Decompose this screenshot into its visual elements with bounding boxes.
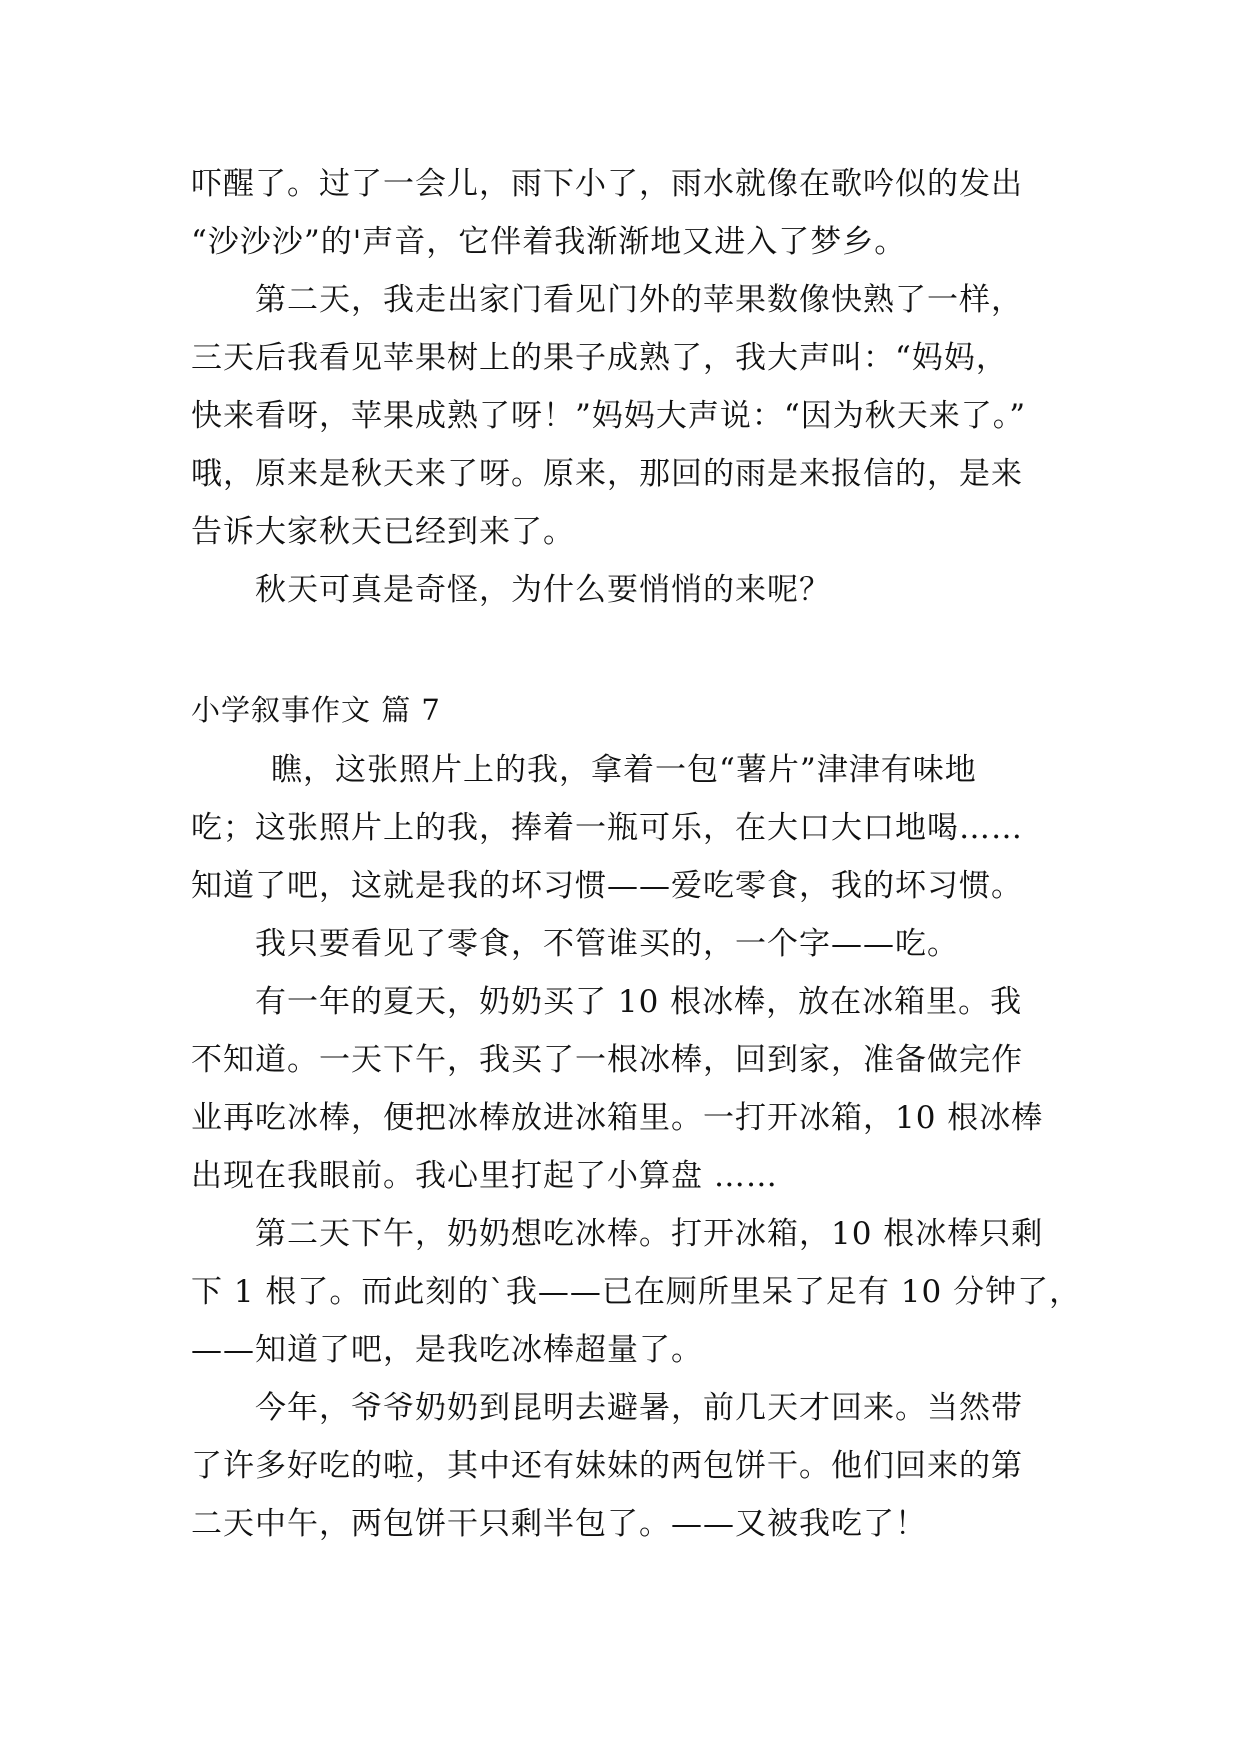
text-line: 二天中午，两包饼干只剩半包了。——又被我吃了！ <box>191 1506 927 1542</box>
text-line: 了许多好吃的啦，其中还有妹妹的两包饼干。他们回来的第 <box>191 1448 1023 1484</box>
text-line: 不知道。一天下午，我买了一根冰棒，回到家，准备做完作 <box>191 1042 1023 1078</box>
text-line: 出现在我眼前。我心里打起了小算盘 …… <box>191 1158 778 1194</box>
text-line: 三天后我看见苹果树上的果子成熟了，我大声叫：“妈妈， <box>191 340 1008 376</box>
text-line: 告诉大家秋天已经到来了。 <box>191 514 575 550</box>
paragraph-start: 第二天下午，奶奶想吃冰棒。打开冰箱，10 根冰棒只剩 <box>255 1216 1044 1252</box>
text-line: 哦，原来是秋天来了呀。原来，那回的雨是来报信的，是来 <box>191 456 1023 492</box>
paragraph-start: 秋天可真是奇怪，为什么要悄悄的来呢？ <box>255 572 831 608</box>
text-line: 业再吃冰棒，便把冰棒放进冰箱里。一打开冰箱，10 根冰棒 <box>191 1100 1044 1136</box>
text-line: ——知道了吧，是我吃冰棒超量了。 <box>191 1332 703 1368</box>
text-line: 知道了吧，这就是我的坏习惯——爱吃零食，我的坏习惯。 <box>191 868 1023 904</box>
paragraph-start: 第二天，我走出家门看见门外的苹果数像快熟了一样， <box>255 282 1023 318</box>
text-line: “沙沙沙”的'声音，它伴着我渐渐地又进入了梦乡。 <box>191 224 907 260</box>
paragraph-start: 我只要看见了零食，不管谁买的，一个字——吃。 <box>255 926 959 962</box>
text-line: 快来看呀，苹果成熟了呀！”妈妈大声说：“因为秋天来了。” <box>191 398 1027 434</box>
paragraph-start: 今年，爷爷奶奶到昆明去避暑，前几天才回来。当然带 <box>255 1390 1023 1426</box>
text-line: 吓醒了。过了一会儿，雨下小了，雨水就像在歌吟似的发出 <box>191 166 1023 202</box>
section-heading: 小学叙事作文 篇 7 <box>191 693 441 727</box>
text-line: 下 1 根了。而此刻的`我——已在厕所里呆了足有 10 分钟了， <box>191 1274 1082 1310</box>
paragraph-start: 瞧，这张照片上的我，拿着一包“薯片”津津有味地 <box>271 752 977 788</box>
paragraph-start: 有一年的夏天，奶奶买了 10 根冰棒，放在冰箱里。我 <box>255 984 1023 1020</box>
text-line: 吃；这张照片上的我，捧着一瓶可乐，在大口大口地喝…… <box>191 810 1023 846</box>
